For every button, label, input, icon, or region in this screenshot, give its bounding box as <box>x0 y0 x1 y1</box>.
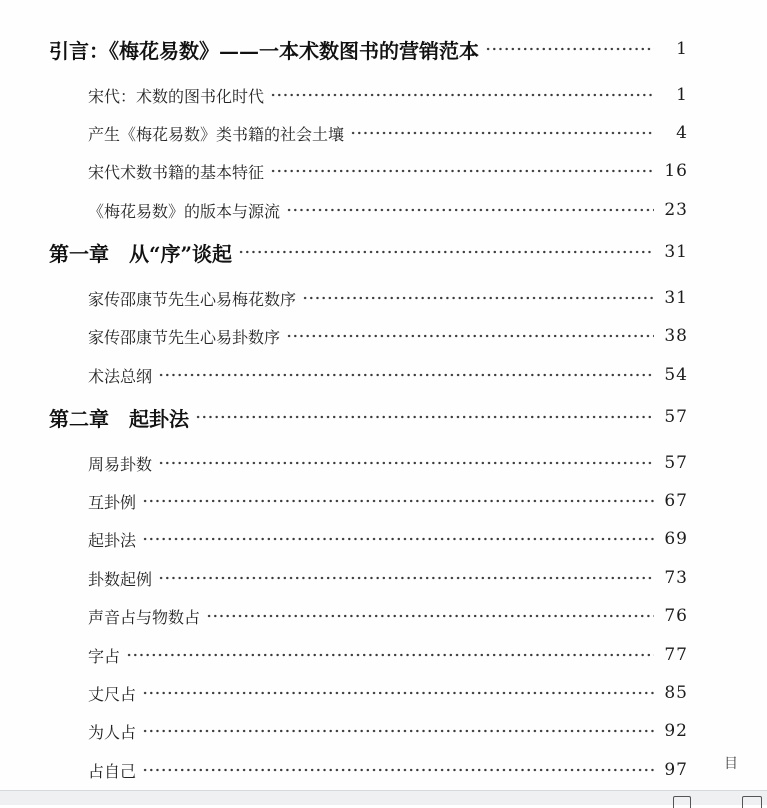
toc-entry-title: 卦数起例 <box>88 569 153 589</box>
fit-page-icon[interactable] <box>673 796 691 808</box>
toc-entry-title: 宋代术数书籍的基本特征 <box>88 162 265 182</box>
two-page-view-icon[interactable] <box>742 796 762 808</box>
toc-entry-title: 第一章 从“序”谈起 <box>49 241 233 266</box>
dot-leader <box>142 691 654 695</box>
toc-section-row[interactable] <box>0 156 767 186</box>
toc-section-row[interactable] <box>0 80 767 110</box>
toc-page-number: 97 <box>664 760 688 780</box>
dot-leader <box>286 334 654 338</box>
toc-section-row[interactable] <box>0 716 767 746</box>
toc-page-number: 85 <box>664 683 688 703</box>
toc-section-row[interactable] <box>0 321 767 351</box>
toc-entry-title: 家传邵康节先生心易梅花数序 <box>88 289 297 309</box>
toc-section-row[interactable] <box>0 448 767 478</box>
toc-entry-title: 字占 <box>88 646 121 666</box>
dot-leader <box>485 47 654 51</box>
toc-entry-title: 家传邵康节先生心易卦数序 <box>88 327 281 347</box>
toc-page-number: 1 <box>676 39 688 59</box>
toc-entry-title: 丈尺占 <box>88 684 137 704</box>
toc-page-number: 38 <box>664 326 688 346</box>
toc-entry-title: 产生《梅花易数》类书籍的社会土壤 <box>88 124 345 144</box>
toc-entry-title: 互卦例 <box>88 492 137 512</box>
toc-entry-title: 《梅花易数》的版本与源流 <box>88 201 281 221</box>
dot-leader <box>142 768 654 772</box>
toc-section-row[interactable] <box>0 601 767 631</box>
toc-icon[interactable]: 目 <box>724 756 738 772</box>
toc-section-row[interactable] <box>0 283 767 313</box>
toc-section-row[interactable] <box>0 524 767 554</box>
toc-section-row[interactable] <box>0 195 767 225</box>
toc-page-number: 57 <box>664 407 688 427</box>
toc-page-number: 31 <box>664 242 688 262</box>
toc-entry-title: 起卦法 <box>88 530 137 550</box>
toc-page-number: 57 <box>664 453 688 473</box>
dot-leader <box>270 93 654 97</box>
toc-entry-title: 第二章 起卦法 <box>49 406 189 431</box>
toc-section-row[interactable] <box>0 640 767 670</box>
toc-entry-title: 宋代：术数的图书化时代 <box>88 86 265 106</box>
dot-leader <box>206 614 654 618</box>
dot-leader <box>350 131 654 135</box>
toc-entry-title: 声音占与物数占 <box>88 607 201 627</box>
dot-leader <box>126 653 654 657</box>
toc-section-row[interactable] <box>0 678 767 708</box>
toc-page-number: 77 <box>664 645 688 665</box>
dot-leader <box>142 499 654 503</box>
dot-leader <box>158 461 654 465</box>
toc-page-number: 76 <box>664 606 688 626</box>
toc-chapter-row[interactable] <box>0 402 767 432</box>
toc-entry-title: 引言：《梅花易数》——一本术数图书的营销范本 <box>49 38 479 63</box>
toc-section-row[interactable] <box>0 755 767 785</box>
toc-page-number: 92 <box>664 721 688 741</box>
toc-page-number: 16 <box>664 161 688 181</box>
toc-section-row[interactable] <box>0 118 767 148</box>
toc-page-number: 4 <box>676 123 688 143</box>
toc-entry-title: 术法总纲 <box>88 366 153 386</box>
toc-entry-title: 为人占 <box>88 722 137 742</box>
dot-leader <box>158 576 654 580</box>
dot-leader <box>158 373 654 377</box>
toc-page-number: 31 <box>664 288 688 308</box>
viewer-toolbar <box>0 790 767 805</box>
dot-leader <box>270 169 654 173</box>
toc-entry-title: 占自己 <box>88 761 137 781</box>
dot-leader <box>286 208 654 212</box>
toc-chapter-row[interactable] <box>0 34 767 64</box>
toc-chapter-row[interactable] <box>0 237 767 267</box>
dot-leader <box>238 250 654 254</box>
toc-page-number: 1 <box>676 85 688 105</box>
toc-section-row[interactable] <box>0 563 767 593</box>
toc-section-row[interactable] <box>0 486 767 516</box>
dot-leader <box>302 296 654 300</box>
toc-entry-title: 周易卦数 <box>88 454 153 474</box>
toc-page-number: 67 <box>664 491 688 511</box>
toc-page-number: 69 <box>664 529 688 549</box>
dot-leader <box>142 537 654 541</box>
dot-leader <box>195 415 654 419</box>
toc-page-number: 73 <box>664 568 688 588</box>
toc-section-row[interactable] <box>0 360 767 390</box>
toc-page-number: 54 <box>664 365 688 385</box>
toc-page-number: 23 <box>664 200 688 220</box>
dot-leader <box>142 729 654 733</box>
